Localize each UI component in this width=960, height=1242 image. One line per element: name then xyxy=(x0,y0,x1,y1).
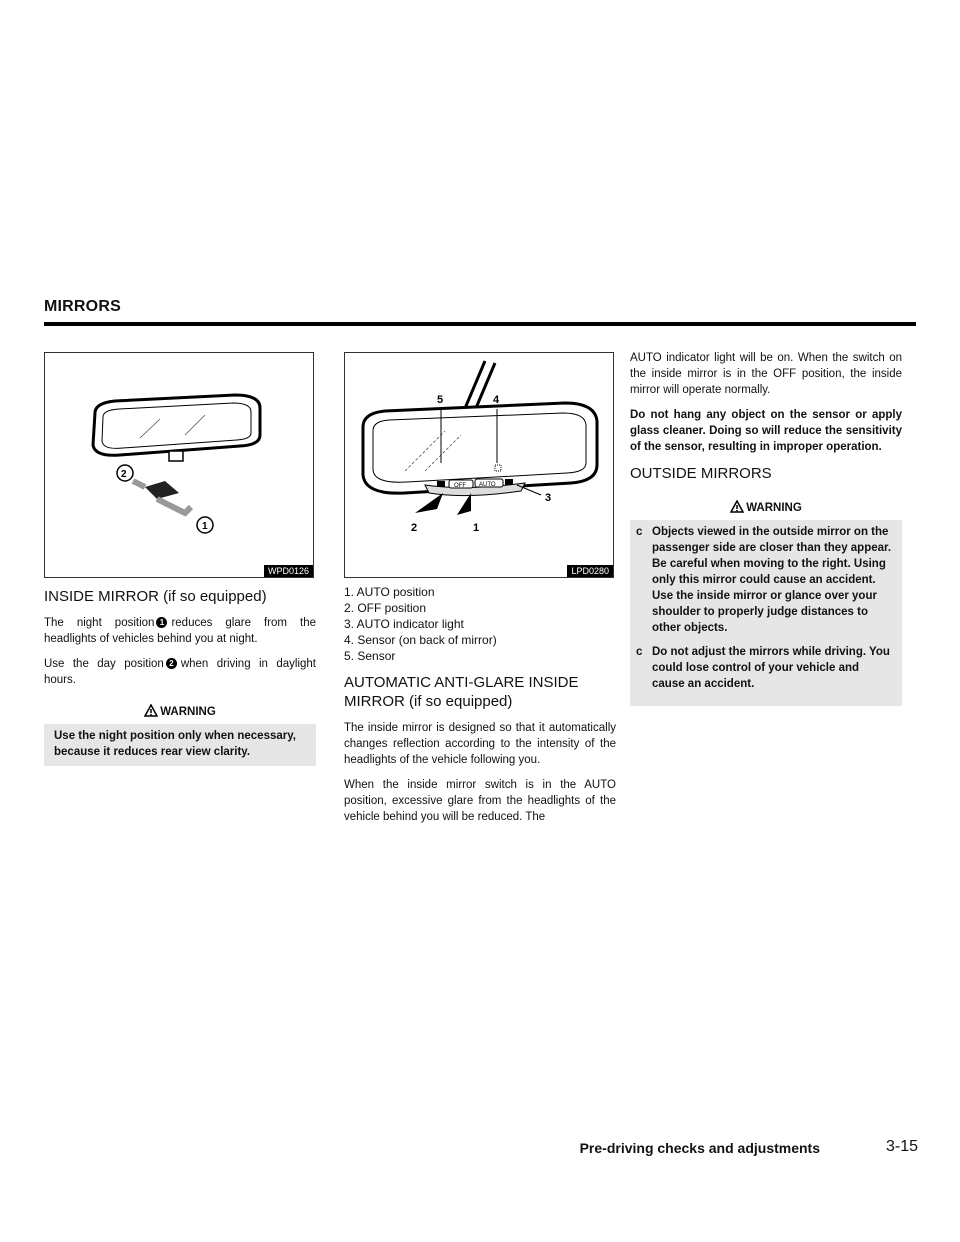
column-inside-mirror xyxy=(44,352,316,774)
auto-mirror-illustration xyxy=(345,353,613,577)
figure-callout-4: 4 xyxy=(493,394,500,406)
list-item: 4. Sensor (on back of mirror) xyxy=(344,633,497,647)
list-item: 2. OFF position xyxy=(344,601,427,615)
section-rule xyxy=(44,322,916,326)
column-auto-mirror xyxy=(344,352,616,834)
figure-code: LPD0280 xyxy=(567,565,613,577)
figure-button-auto: AUTO xyxy=(479,482,496,488)
figure-legend-list xyxy=(344,584,616,664)
paragraph-auto-continued: AUTO indicator light will be on. When the switch on the inside mirror is in the OFF position, the inside mirror will operate normally. xyxy=(630,352,902,396)
figure-callout-5: 5 xyxy=(437,394,444,406)
list-item: 3. AUTO indicator light xyxy=(344,617,464,631)
warning-header: WARNING xyxy=(44,698,316,724)
figure-callout-2: 2 xyxy=(121,469,127,480)
paragraph-auto-intro: The inside mirror is designed so that it automatically changes reflection according to the intensity of the headlights of the vehicle following you. xyxy=(344,721,616,766)
bullet-icon: c xyxy=(636,525,643,538)
list-item: 5. Sensor xyxy=(344,649,396,663)
bullet-icon: c xyxy=(636,645,643,658)
callout-2-icon: 2 xyxy=(166,658,177,669)
warning-list-item: c Do not adjust the mirrors while driving. You could lose control of your vehicle and cause an accident. xyxy=(636,645,890,690)
heading-outside-mirrors: OUTSIDE MIRRORS xyxy=(630,465,772,482)
section-title: MIRRORS xyxy=(44,298,121,315)
warning-triangle-icon xyxy=(144,704,158,717)
heading-auto-mirror: AUTOMATIC ANTI-GLARE INSIDE MIRROR (if so equipped) xyxy=(344,674,579,710)
warning-triangle-icon xyxy=(730,500,744,513)
figure-callout-1: 1 xyxy=(202,521,208,532)
warning-header: WARNING xyxy=(630,494,902,520)
paragraph-sensor-caution: Do not hang any object on the sensor or apply glass cleaner. Doing so will reduce the sensitivity of the sensor, resulting in improper operation. xyxy=(630,409,902,453)
paragraph-auto-position: When the inside mirror switch is in the AUTO position, excessive glare from the headlights of the vehicle behind you will be reduced. The xyxy=(344,778,616,823)
list-item: 1. AUTO position xyxy=(344,585,435,599)
figure-inside-mirror xyxy=(44,352,314,578)
figure-callout-3: 3 xyxy=(545,492,552,504)
warning-list-item: c Objects viewed in the outside mirror on the passenger side are closer than they appear. Be careful when moving to the right. Using only this mirror could cause an accident. Use the inside mirror or glance over your shoulder to properly judge distances to other objects. xyxy=(636,525,892,634)
figure-callout-1: 1 xyxy=(473,522,480,534)
warning-box-outside-mirrors xyxy=(630,494,902,706)
warning-text: Use the night position only when necessary, because it reduces rear view clarity. xyxy=(54,729,296,758)
warning-list xyxy=(630,520,902,692)
heading-inside-mirror: INSIDE MIRROR (if so equipped) xyxy=(44,588,267,605)
figure-callout-2: 2 xyxy=(411,522,418,534)
footer-chapter-title: Pre-driving checks and adjustments xyxy=(579,1140,820,1156)
warning-box-night-position xyxy=(44,698,316,766)
figure-button-off: OFF xyxy=(454,483,466,489)
paragraph-day-position: Use the day position 2 when driving in daylight hours. xyxy=(44,657,316,686)
paragraph-night-position: The night position 1 reduces glare from the headlights of vehicles behind you at night. xyxy=(44,616,316,645)
column-outside-mirrors xyxy=(630,350,902,714)
inside-mirror-illustration xyxy=(45,353,313,577)
figure-code: WPD0126 xyxy=(264,565,313,577)
footer-page-number: 3-15 xyxy=(885,1138,918,1155)
callout-1-icon: 1 xyxy=(156,617,167,628)
figure-auto-mirror xyxy=(344,352,614,578)
